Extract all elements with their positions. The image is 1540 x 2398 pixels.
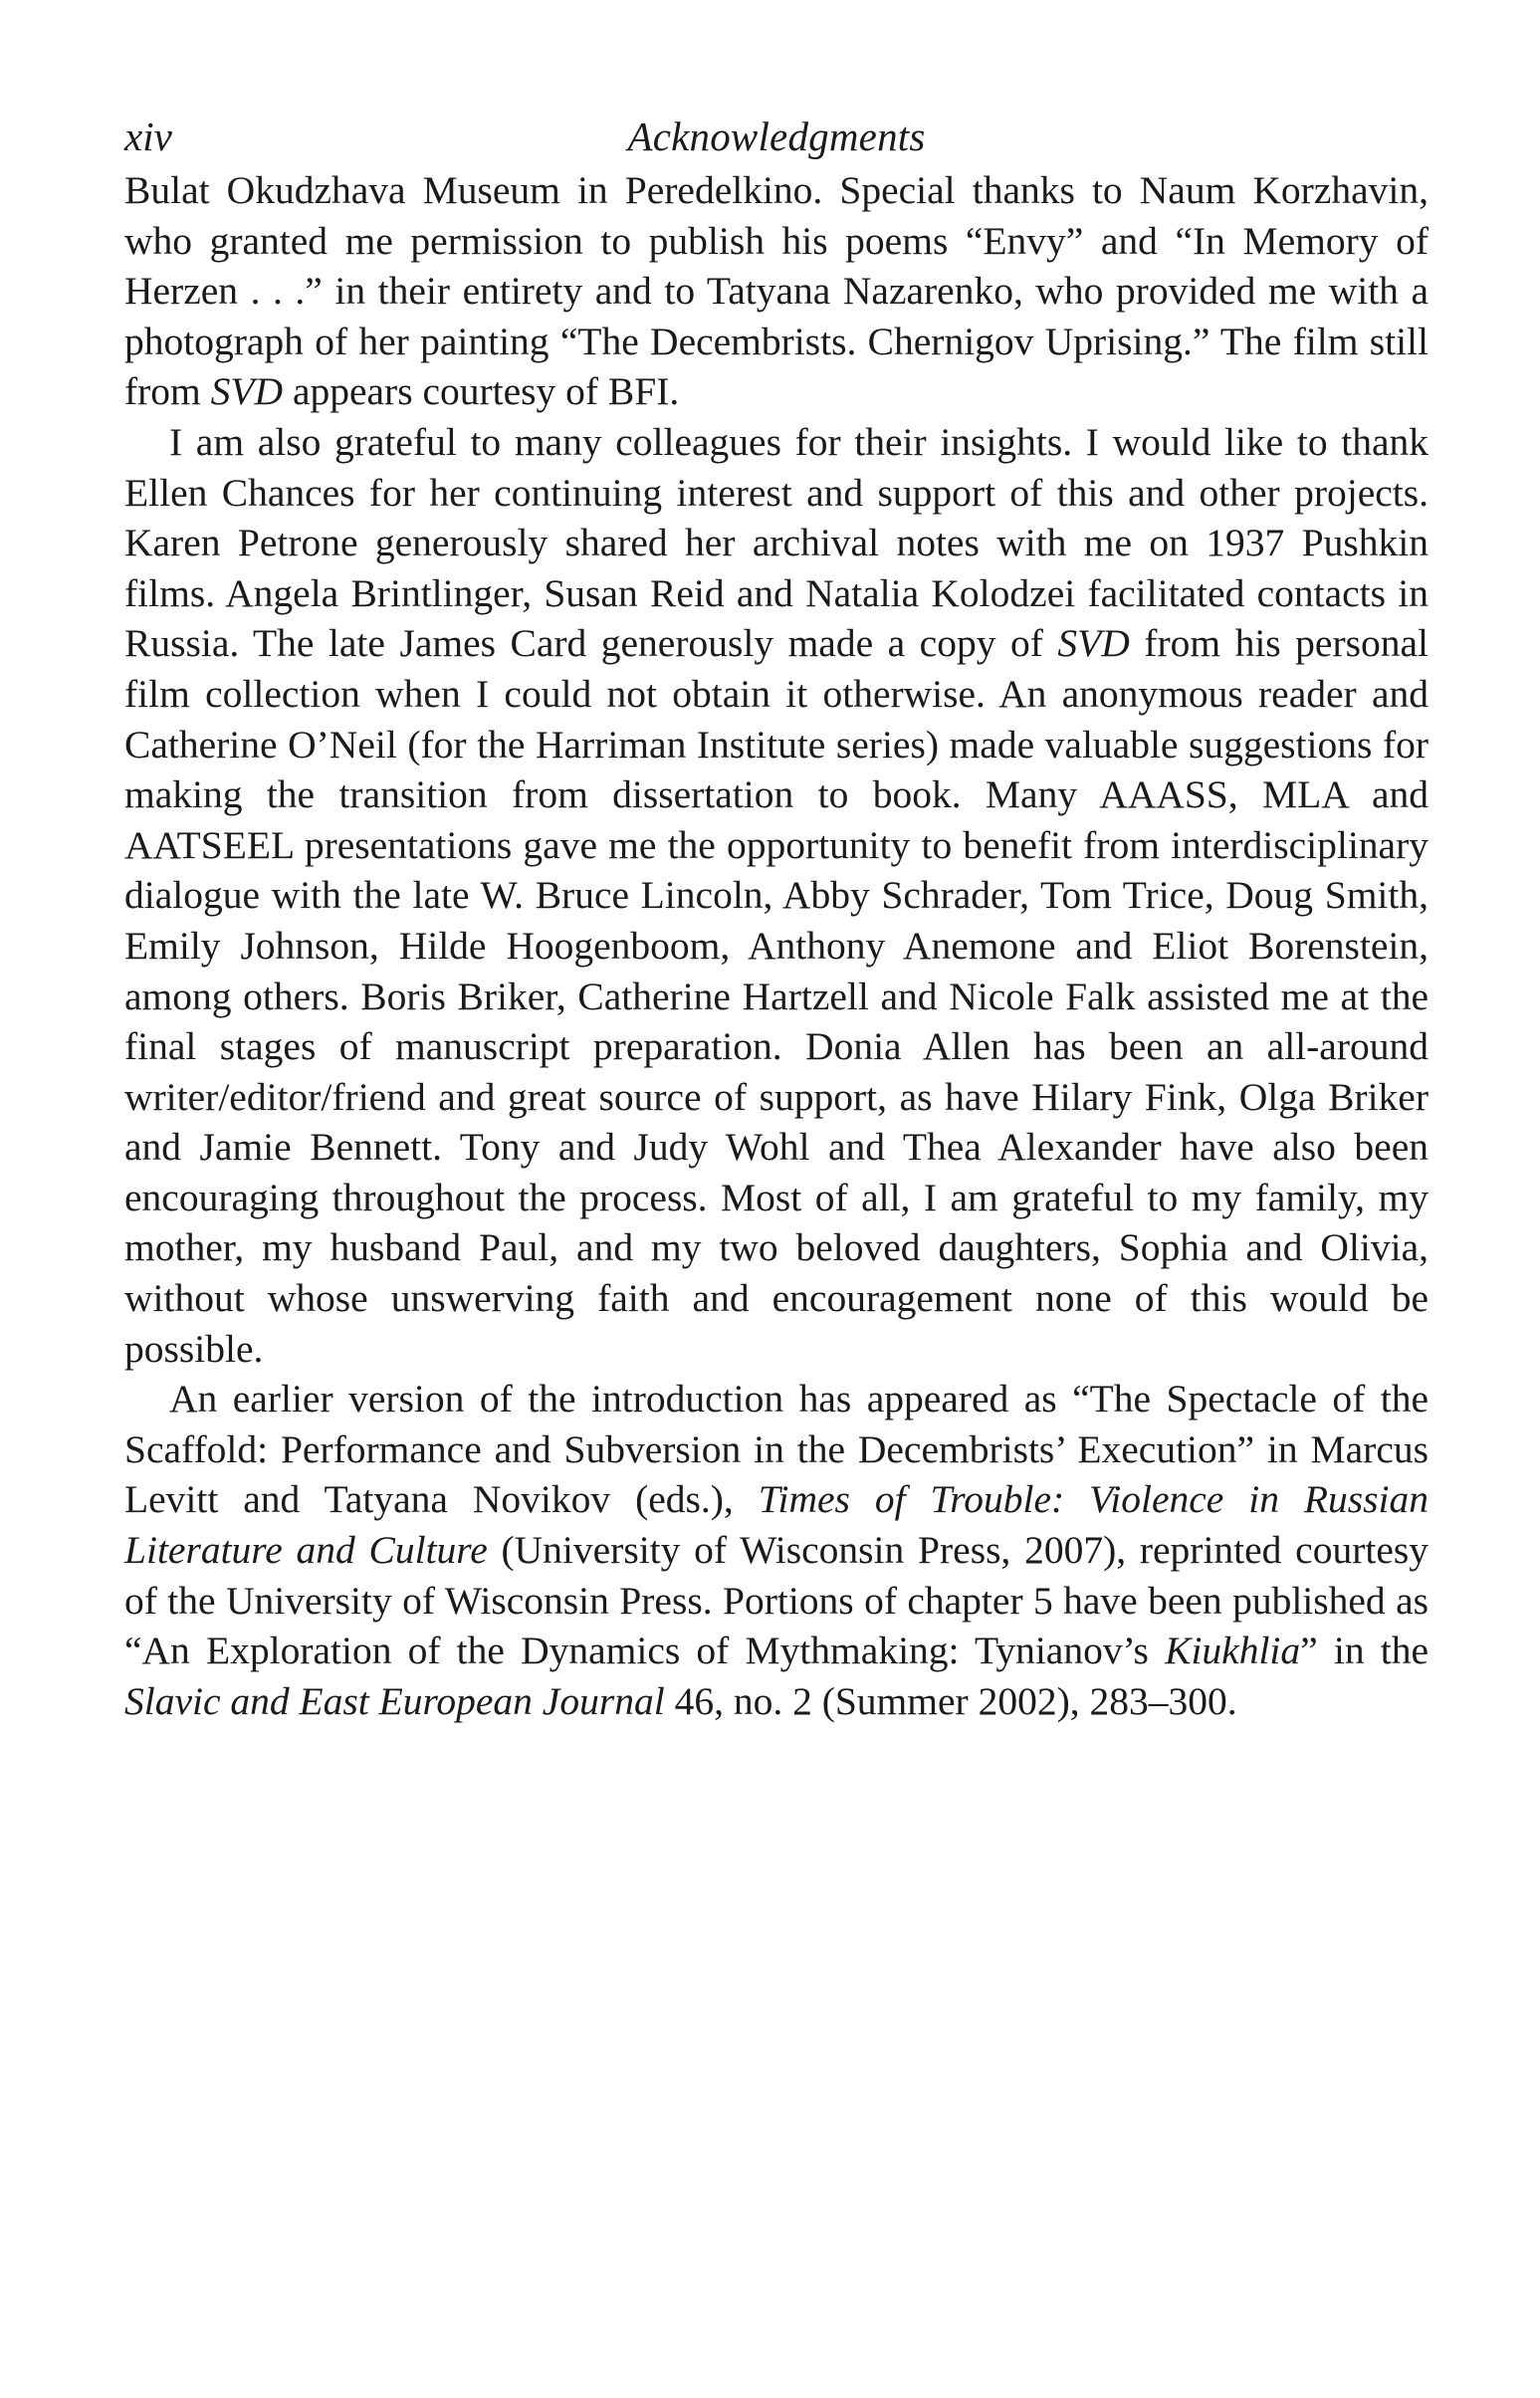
running-title: Acknowledgments <box>627 113 926 159</box>
text-run: Bulat Okudzhava Museum in Peredelkino. Special thanks to Naum Korzhavin, who granted me permission to publish his poems “Envy” and “In Memory of Herzen . . .” in their entirety and to Tatyana Nazarenko, who provided me with a photograph of her painting “The Decembrists. Chernigov Uprising.” The film still from <box>124 168 1429 414</box>
text-run: from his personal film collection when I could not obtain it otherwise. An anonymous reader and Catherine O’Neil (for the Harriman Institute series) made valuable suggestions for making the transition from dissertation to book. Many AAASS, MLA and AATSEEL presentations gave me the opportunity to benefit from interdisciplinary dialogue with the late W. Bruce Lincoln, Abby Schrader, Tom Trice, Doug Smith, Emily Johnson, Hilde Hoogenboom, Anthony Anemone and Eliot Borenstein, among others. Boris Briker, Catherine Hartzell and Nicole Falk assisted me at the final stages of manuscript preparation. Donia Allen has been an all-around writer/editor/friend and great source of support, as have Hilary Fink, Olga Briker and Jamie Bennett. Tony and Judy Wohl and Thea Alexander have also been encouraging throughout the process. Most of all, I am grateful to my family, my mother, my husband Paul, and my two beloved daughters, Sophia and Olivia, without whose unswerving faith and encouragement none of this would be possible. <box>124 621 1429 1371</box>
italic-title: Times of Trouble: Violence in Russian Literature and Culture <box>124 1477 1429 1573</box>
text-run: (University of Wisconsin Press, 2007), reprinted courtesy of the University of Wisconsin Press. Portions of chapter 5 have been published as “An Exploration of the Dynamics of Mythmaking: Tynianov’s <box>124 1528 1429 1673</box>
text-run: ” in the <box>1300 1629 1429 1673</box>
italic-title: Slavic and East European Journal <box>124 1678 665 1723</box>
running-header <box>124 108 1429 165</box>
page-number: xiv <box>124 113 172 159</box>
text-run: An earlier version of the introduction has appeared as “The Spectacle of the Scaffold: Performance and Subversion in the Decembrists’ Execution” in Marcus Levitt and Tatyana Novikov (eds.), <box>124 1377 1429 1522</box>
paragraph <box>124 417 1429 1374</box>
text-run: appears courtesy of BFI. <box>283 369 680 414</box>
italic-title: SVD <box>1057 621 1130 666</box>
text-run: 46, no. 2 (Summer 2002), 283–300. <box>664 1678 1237 1723</box>
body-text <box>124 165 1429 1726</box>
text-run: I am also grateful to many colleagues for their insights. I would like to thank Ellen Chances for her continuing interest and support of this and other projects. Karen Petrone generously shared her archival notes with me on 1937 Pushkin films. Angela Brintlinger, Susan Reid and Natalia Kolodzei facilitated contacts in Russia. The late James Card generously made a copy of <box>124 419 1429 666</box>
paragraph <box>124 165 1429 417</box>
paragraph <box>124 1374 1429 1726</box>
book-page <box>124 108 1429 1726</box>
italic-title: SVD <box>210 369 284 414</box>
italic-title: Kiukhlia <box>1165 1629 1301 1673</box>
